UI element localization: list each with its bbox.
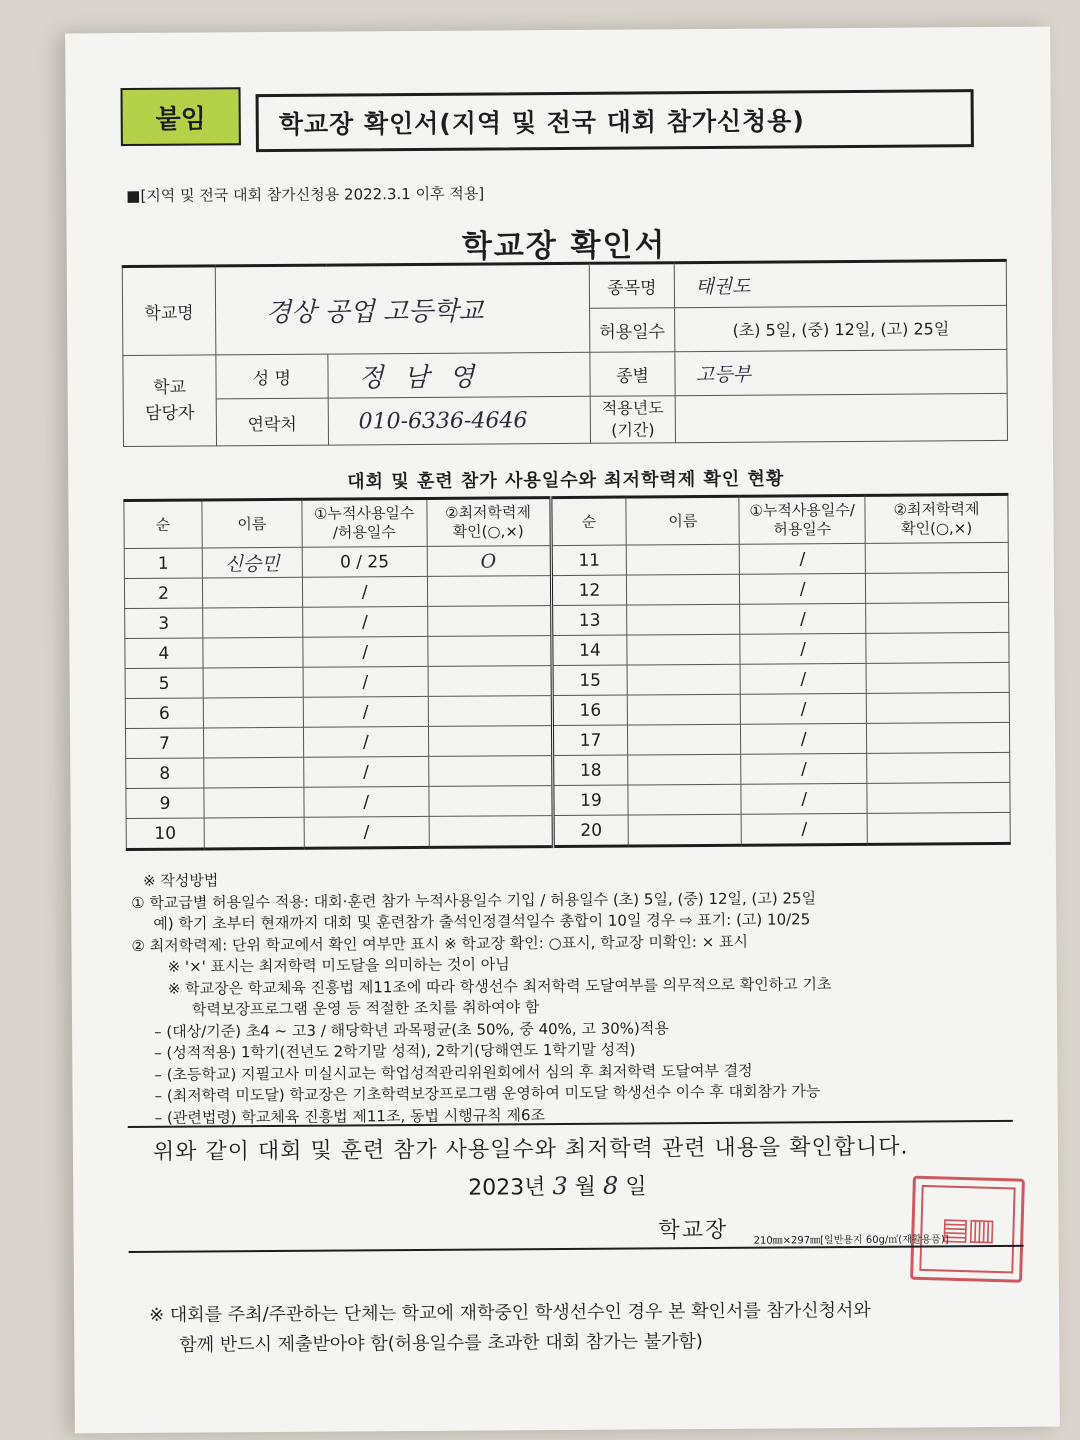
row-check xyxy=(429,786,553,817)
period-value xyxy=(676,393,1008,442)
row-check xyxy=(428,756,552,787)
header-check-left: ②최저학력제 확인(○,×) xyxy=(427,498,551,547)
row-no: 11 xyxy=(551,545,627,576)
row-no: 8 xyxy=(126,758,204,789)
school-label: 학교명 xyxy=(122,266,216,356)
bottom-note xyxy=(149,1296,871,1361)
writing-instructions xyxy=(131,865,1023,1129)
allowed-days-label: 허용일수 xyxy=(589,308,675,353)
document-sheet xyxy=(65,27,1060,1434)
paper-spec: 210㎜×297㎜[일반용지 60g/㎡(재활용품)] xyxy=(753,1234,949,1247)
row-no: 5 xyxy=(125,668,203,699)
row-check xyxy=(427,636,551,667)
row-name xyxy=(203,607,303,638)
row-no: 10 xyxy=(126,818,204,850)
note-item: – (관련법령) 학교체육 진흥법 제11조, 동법 시행규칙 제6조 xyxy=(154,1105,546,1127)
form-subtitle: ■[지역 및 전국 대회 참가신청용 2022.3.1 이후 적용] xyxy=(126,184,485,206)
date-day-unit: 일 xyxy=(625,1174,647,1200)
note-item: – (최저학력 미도달) 학교장은 기초학력보장프로그램 운영하여 미도달 학생선수 이수 후 대회참가 가능 xyxy=(154,1082,821,1105)
note-item: ② 최저학력제: 단위 학교에서 확인 여부만 표시 ※ 학교장 확인: ○표시, 학교장 미확인: × 표시 xyxy=(131,932,749,955)
row-days: / xyxy=(303,696,428,727)
table-row xyxy=(126,812,1010,849)
row-name xyxy=(627,574,740,605)
form-title: 학교장 확인서(지역 및 전국 대회 참가신청용) xyxy=(278,106,805,139)
row-name xyxy=(628,784,741,815)
row-check xyxy=(867,752,1010,783)
row-name: 신승민 xyxy=(202,547,302,578)
row-no: 20 xyxy=(553,815,629,847)
row-days: / xyxy=(741,693,867,724)
row-days: / xyxy=(741,753,867,784)
red-school-seal-icon: ▤▥ xyxy=(910,1176,1025,1283)
row-name xyxy=(627,604,740,635)
form-title-box xyxy=(256,89,974,152)
section-title: 대회 및 훈련 참가 사용일수와 최저학력제 확인 현황 xyxy=(347,468,785,493)
main-title: 학교장 확인서 xyxy=(461,227,667,265)
row-no: 14 xyxy=(551,635,627,666)
manager-label: 학교 담당자 xyxy=(123,355,217,447)
row-name xyxy=(204,787,304,818)
row-days: / xyxy=(302,606,427,637)
row-check xyxy=(866,572,1009,603)
row-name xyxy=(628,754,741,785)
date-day: 8 xyxy=(602,1171,619,1200)
event-value: 태권도 xyxy=(695,275,751,299)
header-days-left: ①누적사용일수 /허용일수 xyxy=(302,498,427,547)
paper-divider xyxy=(129,1245,1024,1253)
allowed-days-value: (초) 5일, (중) 12일, (고) 25일 xyxy=(675,305,1007,351)
row-check: O xyxy=(427,546,551,577)
row-name xyxy=(627,544,740,575)
date-year: 2023년 xyxy=(468,1175,546,1201)
row-days: / xyxy=(303,636,428,667)
row-check xyxy=(867,812,1010,844)
header-check-right: ②최저학력제 확인(○,×) xyxy=(865,494,1008,543)
attachment-badge xyxy=(121,87,241,146)
row-days: / xyxy=(740,633,866,664)
note-heading: ※ 작성방법 xyxy=(142,871,219,890)
row-no: 18 xyxy=(552,755,628,786)
row-days: / xyxy=(740,573,866,604)
row-name xyxy=(627,664,740,695)
event-label: 종목명 xyxy=(589,263,675,309)
row-no: 12 xyxy=(551,575,627,606)
row-days: / xyxy=(739,543,865,574)
row-check xyxy=(866,662,1009,693)
row-days: / xyxy=(741,813,867,845)
row-check xyxy=(428,726,552,757)
note-item: 학력보장프로그램 운영 등 적절한 조치를 취하여야 함 xyxy=(191,998,540,1019)
contact-value: 010-6336-4646 xyxy=(358,407,528,434)
row-check xyxy=(866,602,1009,633)
row-check xyxy=(429,816,553,848)
note-item: – (초등학교) 지필고사 미실시교는 학업성적관리위원회에서 심의 후 최저학력 도달여부 결정 xyxy=(154,1061,753,1084)
row-days: / xyxy=(741,723,867,754)
note-item: ① 학교급별 허용일수 적용: 대회·훈련 참가 누적사용일수 기입 / 허용일수 (초) 5일, (중) 12일, (고) 25일 xyxy=(131,888,817,912)
row-check xyxy=(867,722,1010,753)
row-check xyxy=(427,576,551,607)
row-no: 2 xyxy=(124,578,202,609)
row-no: 17 xyxy=(552,725,628,756)
category-value: 고등부 xyxy=(695,363,752,387)
row-no: 1 xyxy=(124,548,202,579)
confirm-statement: 위와 같이 대회 및 훈련 참가 사용일수와 최저학력 관련 내용을 확인합니다. xyxy=(152,1134,909,1165)
contact-label: 연락처 xyxy=(216,398,328,446)
date-month-unit: 월 xyxy=(574,1174,597,1200)
row-name xyxy=(203,697,303,728)
note-item: ※ '×' 표시는 최저학력 미도달을 의미하는 것이 아님 xyxy=(167,955,510,976)
row-no: 19 xyxy=(552,785,628,816)
header-name-left: 이름 xyxy=(202,499,302,548)
date-month: 3 xyxy=(552,1171,568,1201)
header-name-right: 이름 xyxy=(626,496,739,545)
row-days: / xyxy=(741,783,867,814)
row-check xyxy=(428,666,552,697)
name-value: 정 남 영 xyxy=(358,362,481,394)
bottom-note-line: ※ 대회를 주최/주관하는 단체는 학교에 재학중인 학생선수인 경우 본 확인서를 참가신청서와 xyxy=(149,1299,871,1326)
row-days: / xyxy=(740,663,866,694)
category-label: 종별 xyxy=(589,352,675,397)
row-no: 7 xyxy=(125,728,203,759)
row-check xyxy=(866,632,1009,663)
row-days: / xyxy=(304,816,429,848)
info-table xyxy=(122,259,1008,447)
principal-label: 학교장 xyxy=(658,1217,729,1244)
row-name xyxy=(203,667,303,698)
row-no: 6 xyxy=(125,698,203,729)
row-name xyxy=(628,724,741,755)
row-name xyxy=(203,727,303,758)
note-item: – (대상/기준) 초4 ~ 고3 / 해당학년 과목평균(초 50%, 중 40%, 고 30%)적용 xyxy=(154,1018,669,1041)
row-days: / xyxy=(303,756,428,787)
row-check xyxy=(865,542,1008,573)
note-item: ※ 학교장은 학교체육 진흥법 제11조에 따라 학생선수 최저학력 도달여부를 의무적으로 확인하고 기초 xyxy=(167,974,832,998)
row-name xyxy=(202,577,302,608)
row-name xyxy=(628,694,741,725)
row-check xyxy=(427,606,551,637)
row-check xyxy=(866,692,1009,723)
row-name xyxy=(629,814,742,846)
row-no: 9 xyxy=(126,788,204,819)
attachment-badge-label: 붙임 xyxy=(155,103,206,135)
row-no: 13 xyxy=(551,605,627,636)
row-no: 3 xyxy=(125,608,203,639)
row-days: / xyxy=(303,666,428,697)
row-name xyxy=(203,637,303,668)
note-item: – (성적적용) 1학기(전년도 2학기말 성적), 2학기(당해연도 1학기말 성적) xyxy=(154,1040,636,1062)
period-label: 적용년도 (기간) xyxy=(590,396,676,444)
row-days: / xyxy=(304,786,429,817)
signing-date xyxy=(468,1169,647,1201)
athlete-list-table xyxy=(123,493,1010,851)
row-name xyxy=(204,817,304,849)
row-days: / xyxy=(740,603,866,634)
row-name xyxy=(627,634,740,665)
header-days-right: ①누적사용일수/ 허용일수 xyxy=(739,495,865,544)
school-value: 경상 공업 고등학교 xyxy=(265,296,484,329)
row-no: 15 xyxy=(552,665,628,696)
name-label: 성 명 xyxy=(216,354,328,399)
row-check xyxy=(428,696,552,727)
row-check xyxy=(867,782,1010,813)
row-name xyxy=(204,757,304,788)
row-days: / xyxy=(302,576,427,607)
note-item: 예) 학기 초부터 현재까지 대회 및 훈련참가 출석인정결석일수 총합이 10일 경우 ⇨ 표기: (고) 10/25 xyxy=(153,910,811,933)
bottom-note-line: 함께 반드시 제출받아야 함(허용일수를 초과한 대회 참가는 불가함) xyxy=(179,1331,703,1356)
header-no-left: 순 xyxy=(124,500,202,549)
row-days: 0 / 25 xyxy=(302,546,427,577)
header-no-right: 순 xyxy=(550,497,626,546)
row-no: 16 xyxy=(552,695,628,726)
row-days: / xyxy=(303,726,428,757)
row-no: 4 xyxy=(125,638,203,669)
